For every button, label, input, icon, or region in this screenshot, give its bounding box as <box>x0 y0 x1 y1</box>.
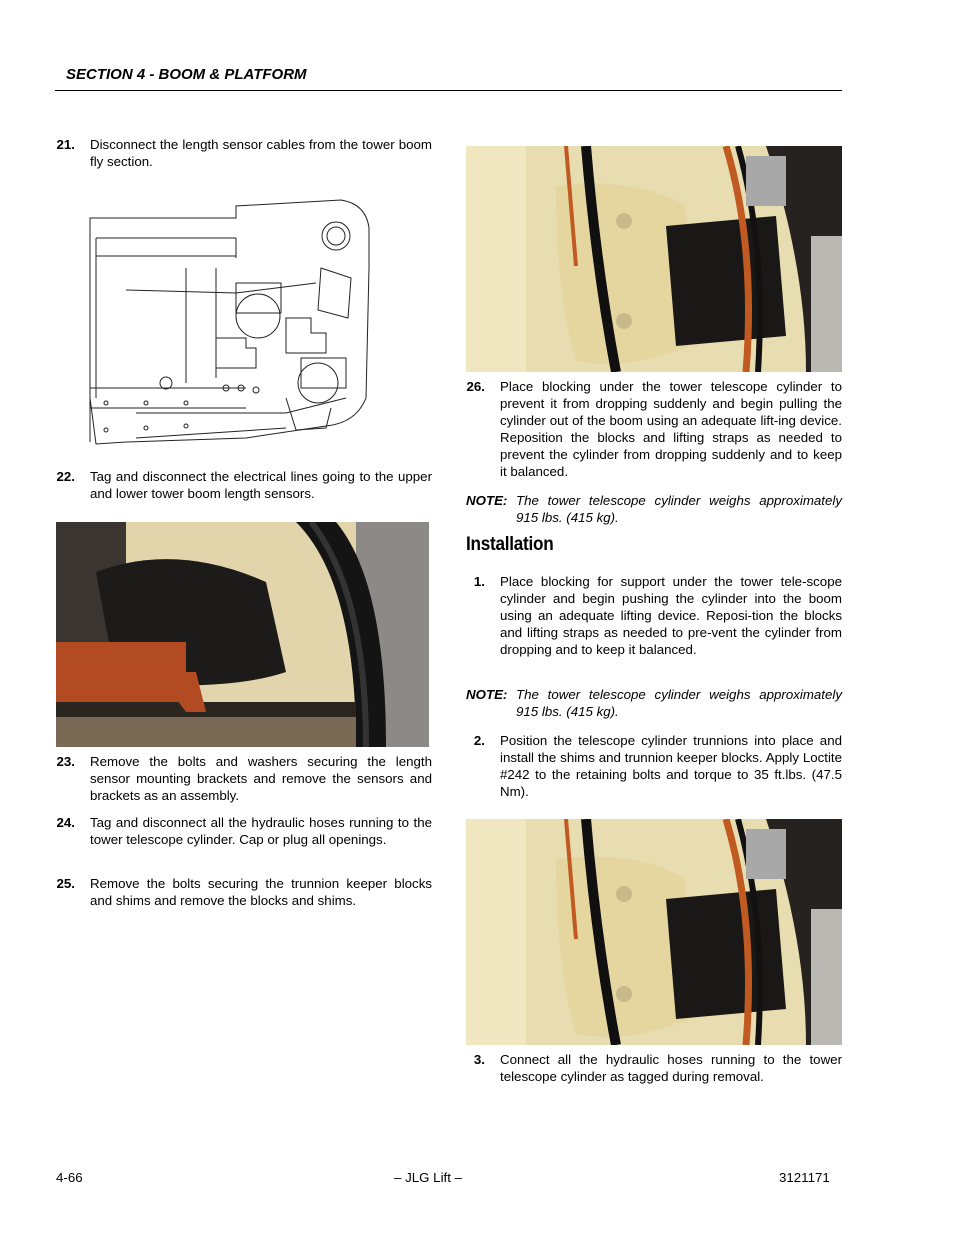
step-number: 3. <box>473 1052 485 1067</box>
note-weight-installation <box>466 686 842 720</box>
step-number: 25. <box>56 876 75 891</box>
note-text: The tower telescope cylinder weighs approximately 915 lbs. (415 kg). <box>516 687 842 719</box>
sensor-line-drawing <box>86 198 376 448</box>
step-25 <box>56 875 432 909</box>
step-number: 21. <box>56 137 75 152</box>
step-number: 22. <box>56 469 75 484</box>
sensor-photo <box>56 522 429 747</box>
step-text: Tag and disconnect all the hydraulic hoses running to the tower telescope cylinder. Cap or plug all openings. <box>90 815 432 847</box>
note-weight-removal <box>466 492 842 526</box>
step-text: Tag and disconnect the electrical lines going to the upper and lower tower boom length sensors. <box>90 469 432 501</box>
doc-number: 3121171 <box>779 1170 830 1185</box>
step-21 <box>56 136 432 170</box>
cylinder-removal-photo <box>466 146 842 372</box>
step-text: Position the telescope cylinder trunnions into place and install the shims and trunnion keeper blocks. Apply Loctite #242 to the retaining bolts and torque to 35 ft.lbs. (47.5 Nm). <box>500 733 842 799</box>
step-number: 23. <box>56 754 75 769</box>
step-number: 2. <box>473 733 485 748</box>
step-text: Place blocking for support under the tower tele-scope cylinder and begin pushing the cylinder into the boom using an adequate lifting device. Reposi-tion the blocks and lifting straps as needed to pre-vent the cylinder from dropping and to keep it balanced. <box>500 574 842 657</box>
installation-step-2 <box>466 732 842 800</box>
step-text: Connect all the hydraulic hoses running to the tower telescope cylinder as tagged during removal. <box>500 1052 842 1084</box>
step-number: 26. <box>466 379 485 394</box>
note-label: NOTE: <box>466 687 508 702</box>
note-text: The tower telescope cylinder weighs approximately 915 lbs. (415 kg). <box>516 493 842 525</box>
step-number: 24. <box>56 815 75 830</box>
installation-step-3 <box>466 1051 842 1085</box>
header-rule <box>55 90 842 91</box>
step-text: Place blocking under the tower telescope cylinder to prevent it from dropping suddenly and begin pulling the cylinder out of the boom using an adequate lift-ing device. Reposition the blocks and lifting straps as needed to prevent the cylinder from dropping suddenly and to keep it balanced. <box>500 379 842 479</box>
step-text: Remove the bolts securing the trunnion keeper blocks and shims and remove the blocks and shims. <box>90 876 432 908</box>
step-22 <box>56 468 432 502</box>
note-label: NOTE: <box>466 493 508 508</box>
step-text: Disconnect the length sensor cables from the tower boom fly section. <box>90 137 432 169</box>
page-number: 4-66 <box>56 1170 83 1185</box>
footer-center: – JLG Lift – <box>394 1170 462 1185</box>
installation-heading: Installation <box>466 533 554 555</box>
cylinder-installation-photo <box>466 819 842 1045</box>
installation-step-1 <box>466 573 842 658</box>
step-23 <box>56 753 432 804</box>
step-number: 1. <box>473 574 485 589</box>
step-24 <box>56 814 432 848</box>
section-header: SECTION 4 - BOOM & PLATFORM <box>66 66 307 83</box>
step-26 <box>466 378 842 480</box>
step-text: Remove the bolts and washers securing the length sensor mounting brackets and remove the sensors and brackets as an assembly. <box>90 754 432 803</box>
